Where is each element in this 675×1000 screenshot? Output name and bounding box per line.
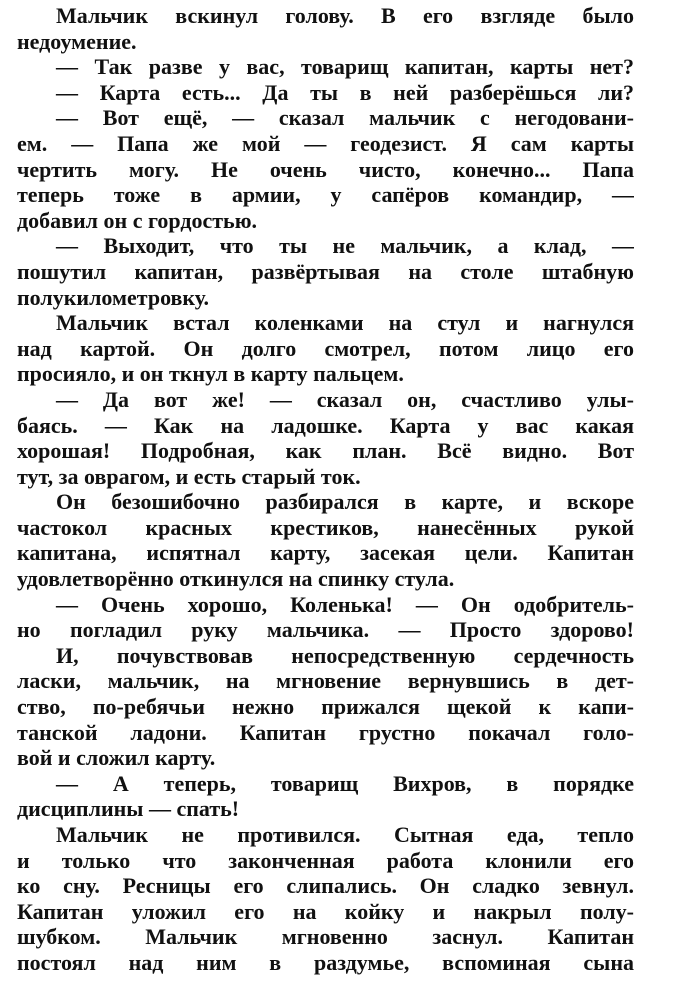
text-line: удовлетворённо откинулся на спинку стула. bbox=[17, 566, 455, 592]
text-line: баясь. — Как на ладошке. Карта у вас какая bbox=[17, 412, 634, 438]
text-line: капитана, испятнал карту, засекая цели. Капитан bbox=[17, 540, 634, 566]
text-line: — Так разве у вас, товарищ капитан, карты нет? bbox=[56, 54, 634, 80]
text-line: — Очень хорошо, Коленька! — Он одобритель- bbox=[56, 591, 634, 617]
text-line: постоял над ним в раздумье, вспоминая сына bbox=[17, 949, 634, 975]
text-line: — Вот ещё, — сказал мальчик с негодовани- bbox=[56, 105, 634, 131]
text-line: — А теперь, товарищ Вихров, в порядке bbox=[56, 770, 634, 796]
text-line: дисциплины — спать! bbox=[17, 796, 240, 822]
text-line: ко сну. Ресницы его слипались. Он сладко зевнул. bbox=[17, 873, 634, 899]
text-line: над картой. Он долго смотрел, потом лицо его bbox=[17, 335, 634, 361]
text-line: чертить могу. Не очень чисто, конечно... Папа bbox=[17, 156, 634, 182]
text-line: Капитан уложил его на койку и накрыл полу- bbox=[17, 898, 634, 924]
text-line: добавил он с гордостью. bbox=[17, 207, 258, 233]
text-line: просияло, и он ткнул в карту пальцем. bbox=[17, 361, 404, 387]
text-line: теперь тоже в армии, у сапёров командир, — bbox=[17, 182, 634, 208]
text-line: недоумение. bbox=[17, 28, 137, 54]
text-line: ласки, мальчик, на мгновение вернувшись в дет- bbox=[17, 668, 634, 694]
text-line: танской ладони. Капитан грустно покачал голо- bbox=[17, 719, 634, 745]
text-line: ство, по-ребячьи нежно прижался щекой к капи- bbox=[17, 694, 634, 720]
text-line: и только что законченная работа клонили его bbox=[17, 847, 634, 873]
text-line: — Карта есть... Да ты в ней разберёшься ли? bbox=[56, 79, 634, 105]
text-line: — Да вот же! — сказал он, счастливо улы- bbox=[56, 386, 634, 412]
text-line: пошутил капитан, развёртывая на столе штабную bbox=[17, 258, 634, 284]
text-line: Мальчик вскинул голову. В его взгляде было bbox=[56, 3, 634, 28]
text-line: И, почувствовав непосредственную сердечность bbox=[56, 642, 634, 668]
text-line: частокол красных крестиков, нанесённых рукой bbox=[17, 514, 634, 540]
text-line: Мальчик не противился. Сытная еда, тепло bbox=[56, 822, 634, 847]
book-page-text bbox=[17, 3, 634, 976]
text-line: вой и сложил карту. bbox=[17, 745, 216, 771]
text-line: Он безошибочно разбирался в карте, и вскоре bbox=[56, 489, 634, 515]
text-line: полукилометровку. bbox=[17, 284, 210, 310]
text-line: Мальчик встал коленками на стул и нагнулся bbox=[56, 310, 634, 336]
text-line: ем. — Папа же мой — геодезист. Я сам карты bbox=[17, 130, 634, 156]
text-line: но погладил руку мальчика. — Просто здорово! bbox=[17, 617, 634, 643]
text-line: хорошая! Подробная, как план. Всё видно. Вот bbox=[17, 438, 634, 464]
text-line: тут, за оврагом, и есть старый ток. bbox=[17, 463, 361, 489]
text-line: шубком. Мальчик мгновенно заснул. Капитан bbox=[17, 924, 634, 950]
text-line: — Выходит, что ты не мальчик, а клад, — bbox=[56, 233, 634, 259]
